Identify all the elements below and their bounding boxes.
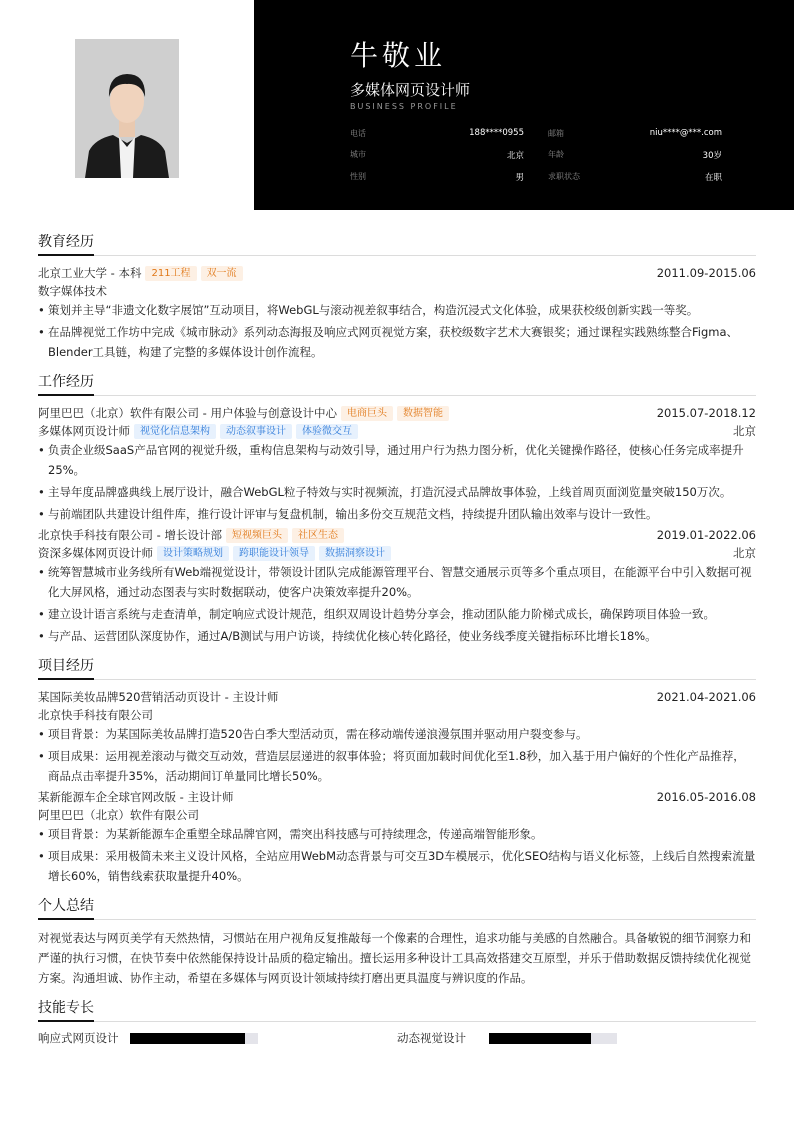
project-name: 某新能源车企全球官网改版 - 主设计师 — [38, 790, 234, 804]
work-section — [38, 372, 756, 646]
candidate-name: 牛敬业 — [350, 39, 447, 72]
summary-text: 对视觉表达与网页美学有天然热情，习惯站在用户视角反复推敲每一个像素的合理性，追求功能与美感的自然融合。具备敏锐的细节洞察力和严谨的执行习惯，在快节奏中依然能保持设计品质的稳定输出。擅长运用多种设计工具高效搭建交互原型，并乐于借助数据反馈持续优化视觉方案。沟通坦诚、协作主动，希望在多媒体与网页设计领域持续打磨出更具温度与辨识度的作品。 — [38, 931, 751, 985]
info-row — [350, 144, 722, 166]
section-title: 工作经历 — [38, 372, 756, 396]
skill-item — [38, 1030, 397, 1046]
company-name: 阿里巴巴（北京）软件有限公司 - 用户体验与创意设计中心 — [38, 406, 337, 420]
status-value: 在职 — [704, 173, 722, 183]
tag-badge: 电商巨头 — [341, 406, 393, 421]
skill-item — [397, 1030, 756, 1046]
contact-info — [350, 122, 722, 188]
skill-fill — [489, 1033, 591, 1044]
project-entry — [38, 788, 756, 886]
list-item: • 项目背景：为某新能源车企重塑全球品牌官网，需突出科技感与可持续理念，传递高端智能形象。 — [38, 824, 756, 844]
list-item: • 负责企业级SaaS产品官网的视觉升级，重构信息架构与动效引导，通过用户行为热力图分析，优化关键操作路径，使核心任务完成率提升25%。 — [38, 440, 756, 480]
list-item: • 策划并主导“非遗文化数字展馆”互动项目，将WebGL与滚动视差叙事结合，构造沉浸式文化体验，成果获校级创新实践一等奖。 — [38, 300, 756, 320]
info-row — [350, 122, 722, 144]
resume-body — [38, 232, 756, 1056]
phone-value: 188****0955 — [469, 127, 524, 138]
date-range: 2011.09-2015.06 — [656, 266, 756, 280]
list-item: • 项目成果：运用视差滚动与微交互动效，营造层层递进的叙事体验；将页面加载时间优化至1.8秒，加入基于用户偏好的个性化产品推荐，商品点击率提升35%，活动期间订单量同比增长50%。 — [38, 746, 756, 786]
education-header — [38, 264, 756, 282]
section-title: 项目经历 — [38, 656, 756, 680]
info-label: 电话 — [350, 128, 366, 138]
section-title: 个人总结 — [38, 896, 756, 920]
company-name: 北京快手科技有限公司 - 增长设计部 — [38, 528, 222, 542]
list-item: • 与前端团队共建设计组件库，推行设计评审与复盘机制，输出多份交互规范文档，持续提升团队输出效率与设计一致性。 — [38, 504, 756, 524]
section-title: 技能专长 — [38, 998, 756, 1022]
job-title: 多媒体网页设计师 — [350, 81, 471, 99]
job-entry — [38, 526, 756, 646]
tag-badge: 社区生态 — [292, 528, 344, 543]
major: 数字媒体技术 — [38, 284, 107, 298]
job-city: 北京 — [733, 546, 756, 560]
skill-tag: 设计策略规划 — [157, 546, 229, 561]
role-name: 资深多媒体网页设计师 — [38, 546, 153, 560]
list-item: • 建立设计语言系统与走查清单，制定响应式设计规范，组织双周设计趋势分享会，推动团队能力阶梯式成长，确保跨项目体验一致。 — [38, 604, 756, 624]
list-item: • 项目成果：采用极简未来主义设计风格，全站应用WebM动态背景与可交互3D车模展示，优化SEO结构与语义化标签，上线后自然搜索流量增长60%，销售线索获取量提升40%。 — [38, 846, 756, 886]
list-item: • 主导年度品牌盛典线上展厅设计，融合WebGL粒子特效与实时视频流，打造沉浸式品牌故事体验，上线首周页面浏览量突破150万次。 — [38, 482, 756, 502]
job-entry — [38, 404, 756, 524]
skills-section — [38, 998, 756, 1046]
project-org: 阿里巴巴（北京）软件有限公司 — [38, 808, 199, 822]
info-label: 求职状态 — [548, 172, 580, 181]
info-row — [350, 166, 722, 188]
list-item: • 在品牌视觉工作坊中完成《城市脉动》系列动态海报及响应式网页视觉方案，获校级数字艺术大赛银奖；通过课程实践熟练整合Figma、Blender工具链，构建了完整的多媒体设计创作流程。 — [38, 322, 756, 362]
info-label: 城市 — [350, 150, 366, 159]
summary-section — [38, 896, 756, 988]
skill-bar — [130, 1033, 258, 1044]
date-range: 2019.01-2022.06 — [656, 528, 756, 542]
list-item: • 与产品、运营团队深度协作，通过A/B测试与用户访谈，持续优化核心转化路径，使业务线季度关键指标环比增长18%。 — [38, 626, 756, 646]
list-item: • 项目背景：为某国际美妆品牌打造520告白季大型活动页，需在移动端传递浪漫氛围并驱动用户裂变参与。 — [38, 724, 756, 744]
date-range: 2016.05-2016.08 — [656, 790, 756, 804]
tag-badge: 数据智能 — [397, 406, 449, 421]
skill-name: 动态视觉设计 — [397, 1031, 466, 1045]
date-range: 2021.04-2021.06 — [656, 690, 756, 704]
skill-tag: 跨职能设计领导 — [233, 546, 315, 561]
project-entry — [38, 688, 756, 786]
education-bullets — [38, 300, 756, 362]
age-value: 30岁 — [702, 151, 722, 161]
email-value: niu****@***.com — [649, 127, 722, 138]
tag-badge: 211工程 — [145, 266, 196, 281]
avatar-illustration — [75, 39, 179, 178]
gender-value: 男 — [515, 173, 524, 183]
skill-bar — [489, 1033, 617, 1044]
tag-badge: 双一流 — [201, 266, 243, 281]
info-label: 性别 — [350, 172, 366, 181]
profile-photo — [75, 39, 179, 178]
skill-tag: 视觉化信息架构 — [134, 424, 216, 439]
profile-subtitle: BUSINESS PROFILE — [350, 102, 458, 111]
date-range: 2015.07-2018.12 — [656, 406, 756, 420]
projects-section — [38, 656, 756, 886]
education-section — [38, 232, 756, 362]
job-city: 北京 — [733, 424, 756, 438]
list-item: • 统筹智慧城市业务线所有Web端视觉设计，带领设计团队完成能源管理平台、智慧交通展示页等多个重点项目，在能源平台中引入数据可视化大屏风格，通过动态图表与实时数据联动，使客户决策效率提升20%。 — [38, 562, 756, 602]
skill-tag: 数据洞察设计 — [319, 546, 391, 561]
skill-tag: 体验微交互 — [296, 424, 358, 439]
tag-badge: 短视频巨头 — [226, 528, 288, 543]
city-value: 北京 — [506, 151, 524, 161]
section-title: 教育经历 — [38, 232, 756, 256]
header-panel — [254, 0, 794, 210]
role-name: 多媒体网页设计师 — [38, 424, 130, 438]
info-label: 年龄 — [548, 150, 564, 159]
project-org: 北京快手科技有限公司 — [38, 708, 153, 722]
info-label: 邮箱 — [548, 128, 564, 138]
resume-header — [0, 0, 794, 210]
school-name: 北京工业大学 - 本科 — [38, 266, 142, 280]
skill-name: 响应式网页设计 — [38, 1031, 119, 1045]
skill-fill — [130, 1033, 245, 1044]
skill-tag: 动态叙事设计 — [220, 424, 292, 439]
project-name: 某国际美妆品牌520营销活动页设计 - 主设计师 — [38, 690, 279, 704]
